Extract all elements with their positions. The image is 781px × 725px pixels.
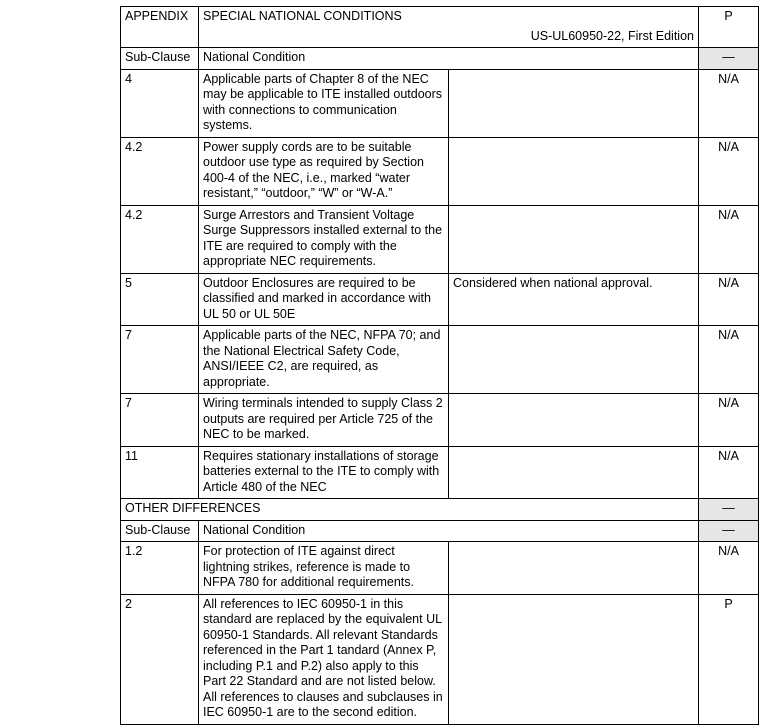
clause-cell: 7 bbox=[121, 326, 199, 394]
clause-cell: 11 bbox=[121, 446, 199, 499]
sub-clause-label: Sub-Clause bbox=[121, 48, 199, 70]
remark-cell bbox=[449, 446, 699, 499]
table-row bbox=[121, 137, 759, 205]
verdict-cell: N/A bbox=[699, 137, 759, 205]
section-verdict bbox=[699, 520, 759, 542]
national-condition-label: National Condition bbox=[199, 48, 699, 70]
verdict-cell: N/A bbox=[699, 446, 759, 499]
remark-cell bbox=[449, 205, 699, 273]
verdict-cell: N/A bbox=[699, 69, 759, 137]
section-verdict bbox=[699, 48, 759, 70]
clause-cell: 2 bbox=[121, 594, 199, 724]
table-row bbox=[121, 542, 759, 595]
requirement-cell: Power supply cords are to be suitable outdoor use type as required by Section 400-4 of the NEC, i.e., marked “water resistant,” “outdoor,” “W” or “W-A.” bbox=[199, 137, 449, 205]
clause-cell: 4 bbox=[121, 69, 199, 137]
remark-cell: Considered when national approval. bbox=[449, 273, 699, 326]
remark-cell bbox=[449, 326, 699, 394]
remark-cell bbox=[449, 394, 699, 447]
requirement-cell: Requires stationary installations of storage batteries external to the ITE to comply with Article 480 of the NEC bbox=[199, 446, 449, 499]
section-verdict-dash: — bbox=[722, 522, 735, 537]
section-verdict-dash: — bbox=[722, 501, 735, 515]
requirement-cell: Surge Arrestors and Transient Voltage Surge Suppressors installed external to the ITE are required to comply with the appropriate NEC requirements. bbox=[199, 205, 449, 273]
remark-cell bbox=[449, 542, 699, 595]
section-verdict bbox=[699, 499, 759, 521]
table-title: SPECIAL NATIONAL CONDITIONS bbox=[203, 9, 402, 23]
table-row bbox=[121, 594, 759, 724]
requirement-cell: For protection of ITE against direct lightning strikes, reference is made to NFPA 780 for additional requirements. bbox=[199, 542, 449, 595]
table-row bbox=[121, 446, 759, 499]
verdict-cell: N/A bbox=[699, 273, 759, 326]
remark-cell bbox=[449, 69, 699, 137]
sub-clause-label: Sub-Clause bbox=[121, 520, 199, 542]
verdict-header: P bbox=[699, 7, 759, 48]
table-row bbox=[121, 69, 759, 137]
verdict-cell: N/A bbox=[699, 326, 759, 394]
section2-title-row bbox=[121, 499, 759, 521]
requirement-cell: Wiring terminals intended to supply Class 2 outputs are required per Article 725 of the NEC to be marked. bbox=[199, 394, 449, 447]
table-title-cell bbox=[199, 7, 699, 48]
appendix-label: APPENDIX bbox=[121, 7, 199, 48]
remark-cell bbox=[449, 137, 699, 205]
table-row bbox=[121, 326, 759, 394]
requirement-cell: Applicable parts of Chapter 8 of the NEC may be applicable to ITE installed outdoors with connections to communication systems. bbox=[199, 69, 449, 137]
clause-cell: 7 bbox=[121, 394, 199, 447]
table-row bbox=[121, 205, 759, 273]
clause-cell: 4.2 bbox=[121, 205, 199, 273]
section1-subheader bbox=[121, 48, 759, 70]
special-national-conditions-table bbox=[120, 6, 759, 725]
verdict-cell: N/A bbox=[699, 394, 759, 447]
requirement-cell: All references to IEC 60950-1 in this standard are replaced by the equivalent UL 60950-1 Standards. All relevant Standards referenced in the Part 1 tandard (Annex P, including P.1 and P.2) also apply to this Part 22 Standard and are not listed below. All references to clauses and subclauses in IEC 60950-1 are to the second edition. bbox=[199, 594, 449, 724]
verdict-cell: N/A bbox=[699, 542, 759, 595]
verdict-cell: N/A bbox=[699, 205, 759, 273]
verdict-cell: P bbox=[699, 594, 759, 724]
requirement-cell: Applicable parts of the NEC, NFPA 70; and the National Electrical Safety Code, ANSI/IEEE C2, are required, as appropriate. bbox=[199, 326, 449, 394]
table-row bbox=[121, 273, 759, 326]
clause-cell: 4.2 bbox=[121, 137, 199, 205]
other-differences-title: OTHER DIFFERENCES bbox=[121, 499, 699, 521]
clause-cell: 1.2 bbox=[121, 542, 199, 595]
section-verdict-dash: — bbox=[722, 50, 735, 64]
remark-cell bbox=[449, 594, 699, 724]
clause-cell: 5 bbox=[121, 273, 199, 326]
national-condition-label: National Condition bbox=[199, 520, 699, 542]
table-row bbox=[121, 394, 759, 447]
edition-label: US-UL60950-22, First Edition bbox=[530, 28, 694, 43]
requirement-cell: Outdoor Enclosures are required to be classified and marked in accordance with UL 50 or UL 50E bbox=[199, 273, 449, 326]
section2-subheader bbox=[121, 520, 759, 542]
header-row bbox=[121, 7, 759, 48]
